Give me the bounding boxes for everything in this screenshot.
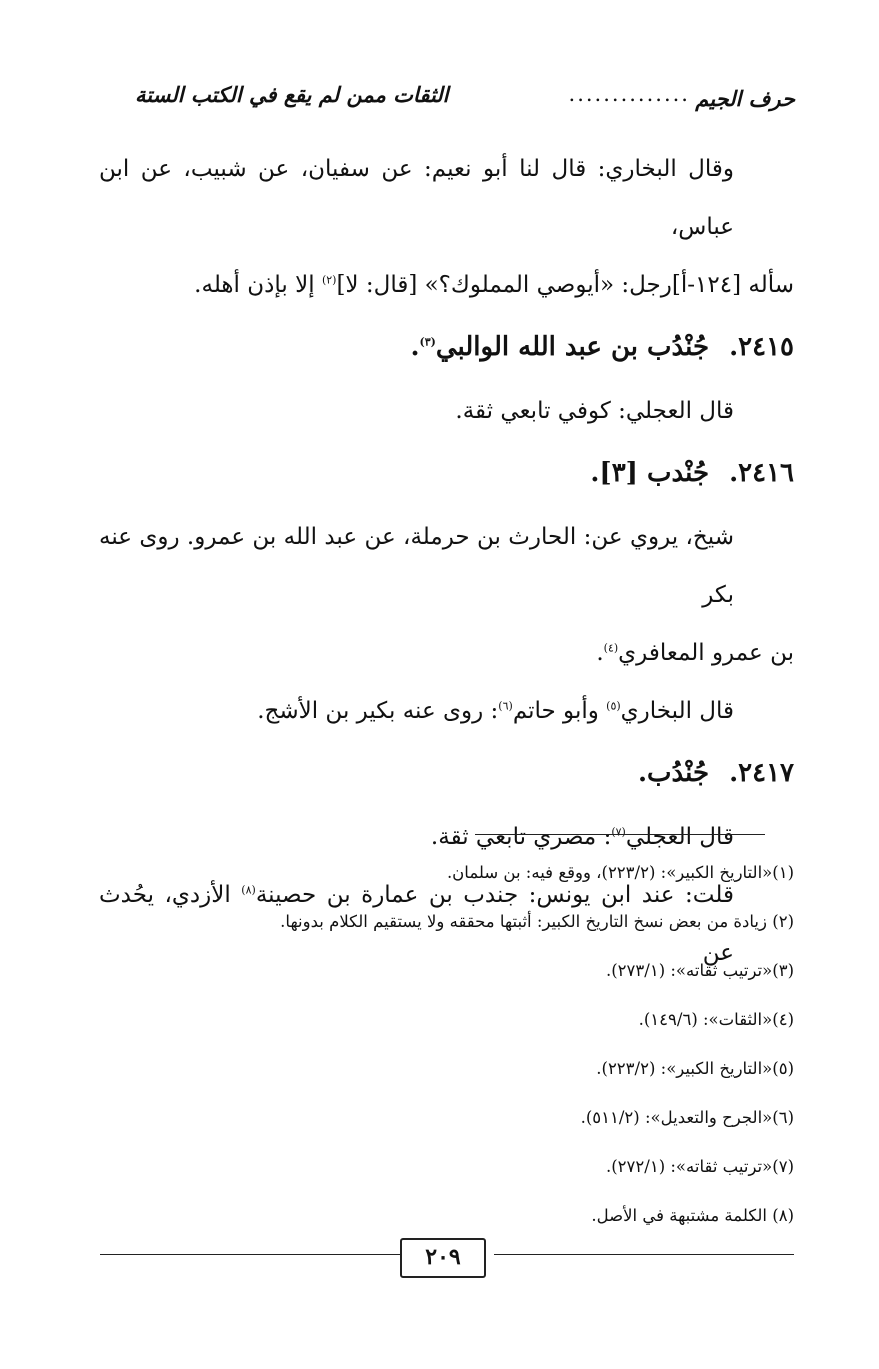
- paragraph-shaykh-cont: [99, 624, 794, 682]
- text-line: وأبو حاتم: [512, 698, 607, 724]
- footnote-ref[interactable]: (٢): [321, 273, 337, 287]
- footnote-ref[interactable]: (٤): [603, 641, 619, 655]
- text-line: قال العجلي: [625, 824, 734, 850]
- footnote-3: (٣)«ترتيب ثقاته»: (٢٧٣/١).: [605, 961, 794, 980]
- entry-number: ٢٤١٧.: [729, 758, 794, 788]
- text-end: .: [596, 640, 604, 666]
- footnote-4: (٤)«الثقات»: (١٤٩/٦).: [638, 1010, 794, 1029]
- text-line: قال العجلي: كوفي تابعي ثقة.: [455, 398, 734, 424]
- footnote-ref[interactable]: (٨): [241, 883, 256, 897]
- text-line: الأزدي، يحُدث عن: [99, 882, 734, 966]
- header-book-title: الثقات ممن لم يقع في الكتب الستة: [135, 82, 449, 107]
- entry-name: جُنْدب [٣].: [590, 458, 710, 488]
- footnote-ref[interactable]: (٦): [498, 699, 513, 713]
- text-line: سأله [١٢٤-أ]رجل: «أيوصي المملوك؟» [قال: لا]: [336, 272, 794, 298]
- footnote-8: (٨) الكلمة مشتبهة في الأصل.: [591, 1206, 794, 1225]
- text-line: إلا بإذن أهله.: [194, 272, 322, 298]
- footer-rule-right: [494, 1254, 794, 1255]
- footnote-ref[interactable]: (٥): [606, 699, 621, 713]
- entry-heading-2416: [99, 440, 794, 508]
- entry-name: جُنْدُب.: [637, 758, 710, 788]
- paragraph-bukhari-abuhatim: [99, 682, 794, 740]
- entry-number: ٢٤١٥.: [729, 332, 794, 362]
- footnotes: [134, 848, 794, 1240]
- text-line: : روى عنه بكير بن الأشج.: [257, 698, 499, 724]
- entry-heading-2417: [99, 740, 794, 808]
- text-line: قال البخاري: [620, 698, 734, 724]
- header-section-title: حرف الجيم: [695, 86, 795, 111]
- header-dots: ..............: [568, 82, 690, 106]
- footnote-1: (١)«التاريخ الكبير»: (٢٢٣/٢)، ووقع فيه: بن سلمان.: [446, 863, 794, 882]
- footnote-separator: [475, 834, 765, 835]
- entry-end: .: [410, 332, 420, 362]
- paragraph-shaykh: [99, 508, 794, 624]
- entry-number: ٢٤١٦.: [729, 458, 794, 488]
- page-number: ٢٠٩: [400, 1238, 486, 1278]
- footnote-5: (٥)«التاريخ الكبير»: (٢٢٣/٢).: [596, 1059, 794, 1078]
- entry-name: جُنْدُب بن عبد الله الوالبي: [435, 332, 710, 362]
- running-header: [135, 82, 795, 118]
- text-line: قلت: عند ابن يونس: جندب بن عمارة بن حصينة: [255, 882, 734, 908]
- paragraph-bukhari: [99, 140, 794, 256]
- paragraph-bukhari-cont: [99, 256, 794, 314]
- footnote-7: (٧)«ترتيب ثقاته»: (٢٧٢/١).: [605, 1157, 794, 1176]
- text-line: وقال البخاري: قال لنا أبو نعيم: عن سفيان، عن شبيب، عن ابن عباس،: [99, 156, 734, 240]
- text-line: شيخ، يروي عن: الحارث بن حرملة، عن عبد الله بن عمرو. روى عنه بكر: [99, 524, 734, 608]
- text-line: بن عمرو المعافري: [618, 640, 794, 666]
- footnote-6: (٦)«الجرح والتعديل»: (٥١١/٢).: [580, 1108, 794, 1127]
- footnote-2: (٢) زيادة من بعض نسخ التاريخ الكبير: أثبتها محققه ولا يستقيم الكلام بدونها.: [280, 912, 794, 931]
- footnote-ref[interactable]: (٧): [611, 825, 626, 839]
- entry-heading-2415: [99, 314, 794, 382]
- paragraph-ijli-kufi: [99, 382, 794, 440]
- footer-rule-left: [100, 1254, 400, 1255]
- footnote-ref[interactable]: (٣): [419, 335, 436, 349]
- text-line: : مصري تابعي ثقة.: [430, 824, 612, 850]
